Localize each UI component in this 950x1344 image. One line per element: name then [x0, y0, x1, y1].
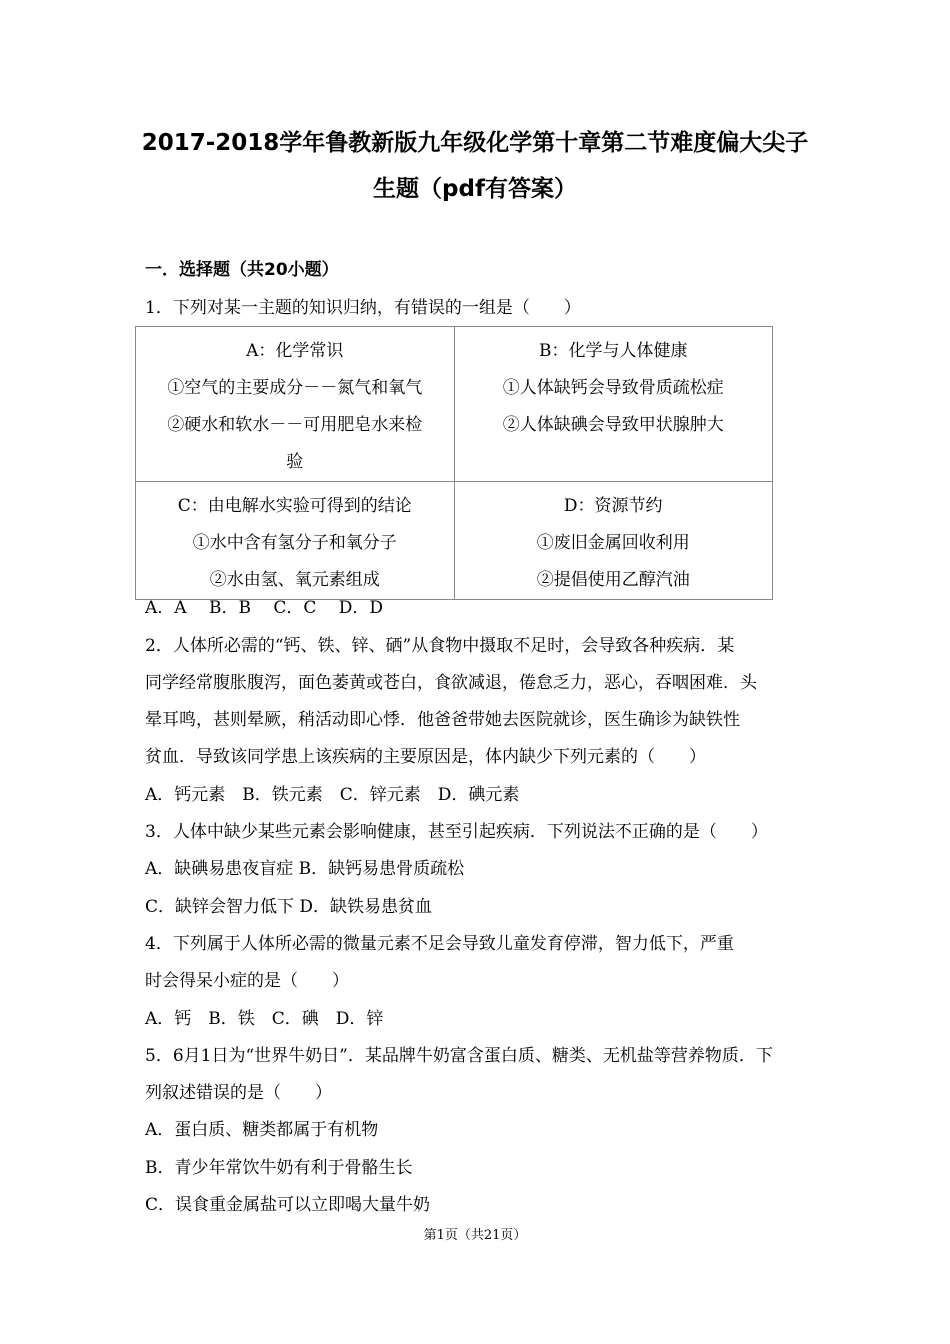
question-4-options: A．钙 B．铁 C．碘 D．锌 — [145, 1009, 384, 1029]
document-title-line-2: 生题（pdf有答案） — [373, 176, 577, 202]
question-1-options: A．A B．B C．C D．D — [145, 598, 384, 618]
question-2-line-4: 贫血．导致该同学患上该疾病的主要原因是，体内缺少下列元素的（ ） — [145, 747, 706, 767]
table-cell-b — [454, 327, 773, 482]
question-4-line-2: 时会得呆小症的是（ ） — [145, 971, 349, 991]
question-1-stem: 1．下列对某一主题的知识归纳，有错误的一组是（ ） — [145, 298, 581, 318]
question-3-options-2: C．缺锌会智力低下 D．缺铁易患贫血 — [145, 897, 433, 917]
question-3-stem: 3．人体中缺少某些元素会影响健康，甚至引起疾病．下列说法不正确的是（ ） — [145, 822, 768, 842]
cell-a-item-2: ②硬水和软水－－可用肥皂水来检 — [167, 415, 423, 435]
cell-a-heading: A：化学常识 — [246, 341, 344, 361]
cell-b-item-2: ②人体缺碘会导致甲状腺肿大 — [502, 415, 724, 435]
table-cell-a — [136, 327, 455, 482]
question-5-line-2: 列叙述错误的是（ ） — [145, 1083, 332, 1103]
question-2-line-3: 晕耳鸣，甚则晕厥，稍活动即心悸．他爸爸带她去医院就诊，医生确诊为缺铁性 — [145, 710, 740, 730]
question-1-table — [135, 326, 773, 600]
question-5-line-1: 5．6月1日为“世界牛奶日”．某品牌牛奶富含蛋白质、糖类、无机盐等营养物质．下 — [145, 1046, 773, 1066]
question-3-options-1: A．缺碘易患夜盲症 B．缺钙易患骨质疏松 — [145, 859, 465, 879]
section-heading: 一．选择题（共20小题） — [145, 260, 339, 280]
question-5-option-c: C．误食重金属盐可以立即喝大量牛奶 — [145, 1195, 431, 1215]
cell-b-heading: B：化学与人体健康 — [539, 341, 688, 361]
cell-c-heading: C：由电解水实验可得到的结论 — [177, 496, 412, 516]
cell-b-item-1: ①人体缺钙会导致骨质疏松症 — [502, 378, 724, 398]
cell-a-item-1: ①空气的主要成分－－氮气和氧气 — [167, 378, 423, 398]
question-2-options: A．钙元素 B．铁元素 C．锌元素 D．碘元素 — [145, 785, 520, 805]
question-5-option-b: B．青少年常饮牛奶有利于骨骼生长 — [145, 1158, 413, 1178]
question-5-option-a: A．蛋白质、糖类都属于有机物 — [145, 1120, 379, 1140]
cell-d-item-1: ①废旧金属回收利用 — [536, 533, 690, 553]
table-cell-d — [454, 482, 773, 600]
cell-c-item-2: ②水由氢、氧元素组成 — [209, 570, 380, 590]
cell-d-item-2: ②提倡使用乙醇汽油 — [536, 570, 690, 590]
question-2-line-2: 同学经常腹胀腹泻，面色萎黄或苍白，食欲减退，倦怠乏力，恶心，吞咽困难．头 — [145, 673, 757, 693]
question-2-line-1: 2．人体所必需的“钙、铁、锌、硒”从食物中摄取不足时，会导致各种疾病．某 — [145, 636, 735, 656]
cell-a-item-2-cont: 验 — [286, 452, 304, 472]
table-cell-c — [136, 482, 455, 600]
page-footer: 第1页（共21页） — [423, 1228, 527, 1243]
cell-c-item-1: ①水中含有氢分子和氧分子 — [192, 533, 397, 553]
question-4-line-1: 4．下列属于人体所必需的微量元素不足会导致儿童发育停滞，智力低下，严重 — [145, 934, 734, 954]
cell-d-heading: D：资源节约 — [563, 496, 663, 516]
document-title-line-1: 2017-2018学年鲁教新版九年级化学第十章第二节难度偏大尖子 — [141, 130, 809, 156]
